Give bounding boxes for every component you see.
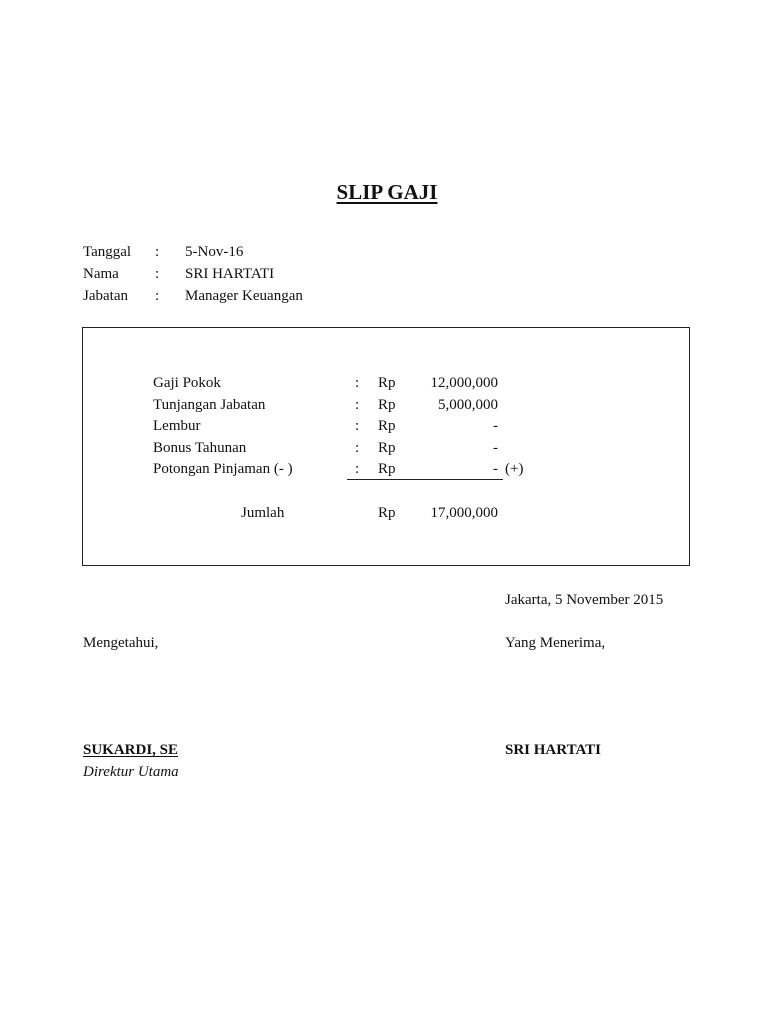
- item-separator: :: [355, 375, 360, 391]
- info-value-position: Manager Keuangan: [185, 288, 303, 304]
- info-label-name: Nama: [83, 266, 119, 282]
- item-label: Potongan Pinjaman (- ): [153, 461, 293, 477]
- left-signature-name: SUKARDI, SE: [83, 742, 179, 758]
- item-label: Tunjangan Jabatan: [153, 397, 266, 413]
- item-amount: -: [493, 418, 498, 434]
- item-label: Lembur: [153, 418, 201, 434]
- item-amount: -: [493, 440, 498, 456]
- page-title-text: SLIP GAJI: [336, 180, 438, 204]
- item-currency: Rp: [378, 440, 396, 456]
- info-separator: :: [155, 266, 160, 282]
- info-label-position: Jabatan: [83, 288, 128, 304]
- info-separator: :: [155, 244, 160, 260]
- item-amount: 12,000,000: [430, 375, 498, 391]
- item-sum-marker: (+): [505, 461, 524, 477]
- left-signature-title: Direktur Utama: [83, 764, 179, 780]
- right-signature-heading: Yang Menerima,: [505, 635, 606, 651]
- item-separator: :: [355, 397, 360, 413]
- item-amount: -: [493, 461, 498, 477]
- item-currency: Rp: [378, 397, 396, 413]
- info-value-date: 5-Nov-16: [185, 244, 244, 260]
- item-currency: Rp: [378, 461, 396, 477]
- total-amount: 17,000,000: [430, 505, 498, 521]
- item-separator: :: [355, 461, 360, 477]
- item-currency: Rp: [378, 375, 396, 391]
- item-separator: :: [355, 418, 360, 434]
- item-currency: Rp: [378, 418, 396, 434]
- right-signature-name: SRI HARTATI: [505, 742, 602, 758]
- item-label: Bonus Tahunan: [153, 440, 247, 456]
- left-signature-heading: Mengetahui,: [83, 635, 159, 651]
- page-title: [0, 180, 768, 204]
- info-separator: :: [155, 288, 160, 304]
- item-separator: :: [355, 440, 360, 456]
- info-value-name: SRI HARTATI: [185, 266, 275, 282]
- total-currency: Rp: [378, 505, 396, 521]
- place-date: Jakarta, 5 November 2015: [505, 592, 664, 608]
- total-label: Jumlah: [241, 505, 285, 521]
- item-label: Gaji Pokok: [153, 375, 221, 391]
- info-label-date: Tanggal: [83, 244, 132, 260]
- item-amount: 5,000,000: [438, 397, 498, 413]
- sum-line: [347, 479, 503, 480]
